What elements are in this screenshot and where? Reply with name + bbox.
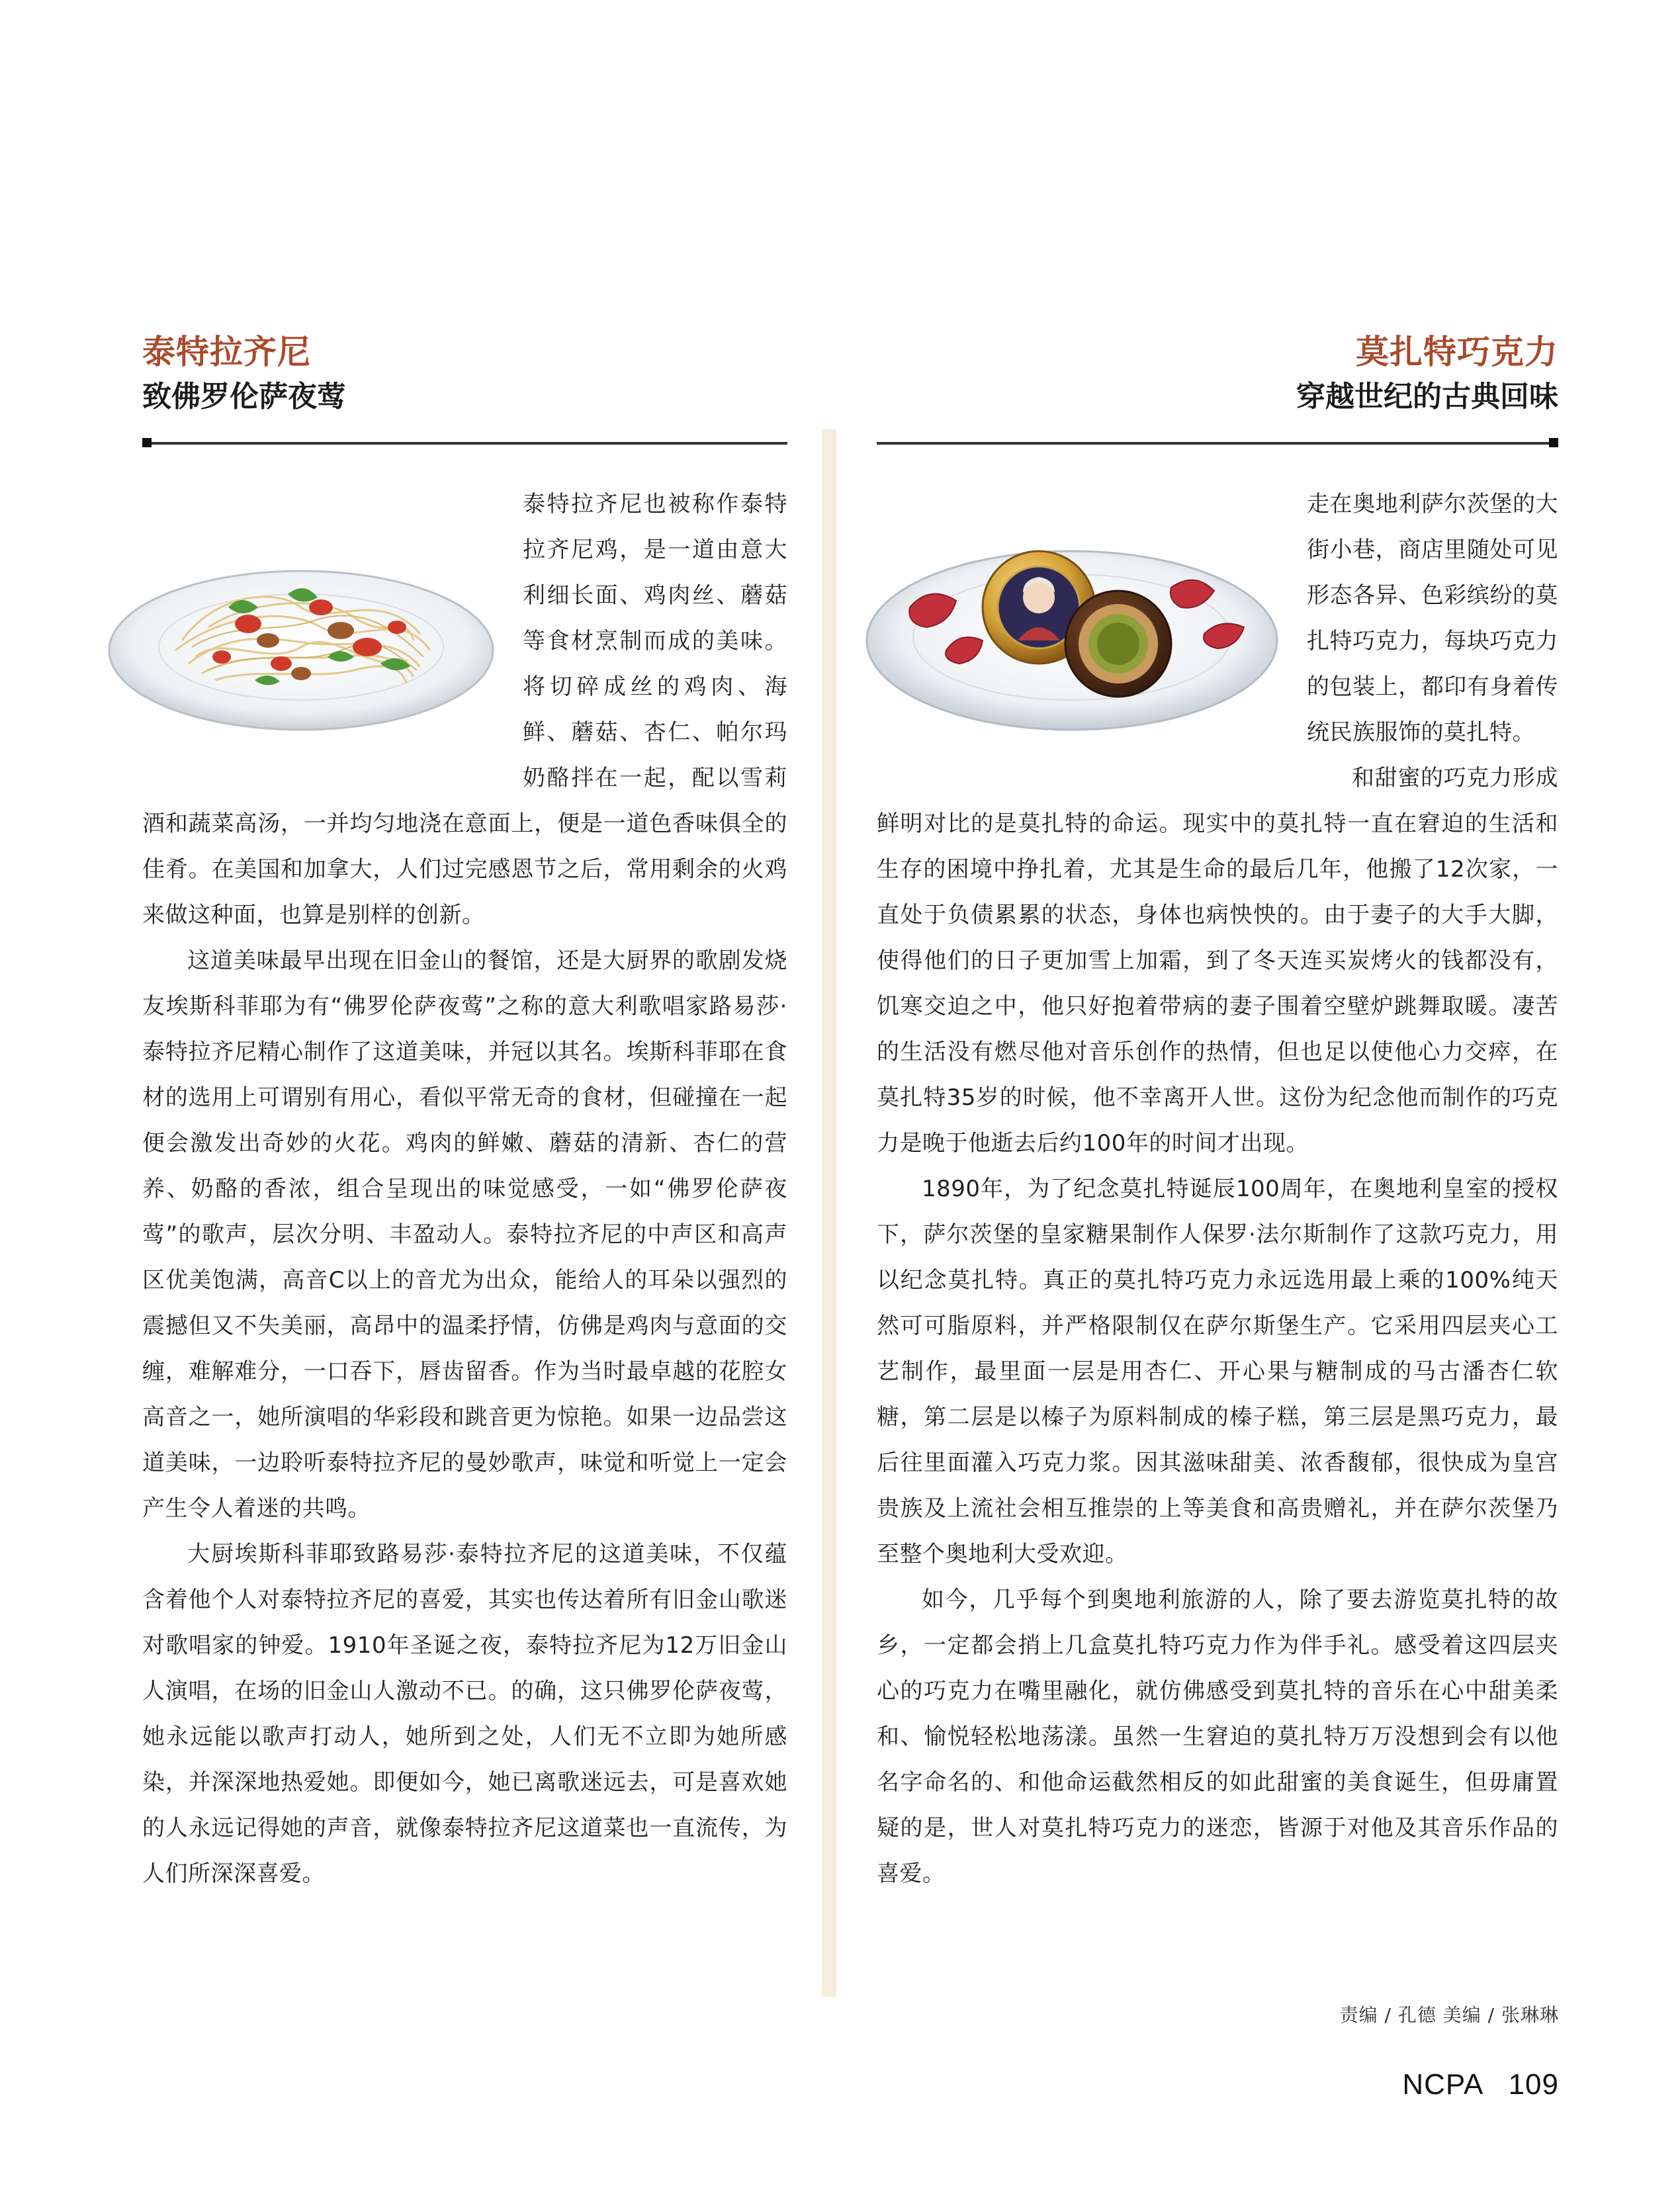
right-article <box>877 331 1558 1897</box>
left-paragraph: 这道美味最早出现在旧金山的餐馆，还是大厨界的歌剧发烧友埃斯科菲耶为有“佛罗伦萨夜莺”之称的意大利歌唱家路易莎·泰特拉齐尼精心制作了这道美味，并冠以其名。埃斯科菲耶在食材的选用上可谓别有用心，看似平常无奇的食材，但碰撞在一起便会激发出奇妙的火花。鸡肉的鲜嫩、蘑菇的清新、杏仁的营养、奶酪的香浓，组合呈现出的味觉感受，一如“佛罗伦萨夜莺”的歌声，层次分明、丰盈动人。泰特拉齐尼的中声区和高声区优美饱满，高音C以上的音尤为出众，能给人的耳朵以强烈的震撼但又不失美丽，高昂中的温柔抒情，仿佛是鸡肉与意面的交缠，难解难分，一口吞下，唇齿留香。作为当时最卓越的花腔女高音之一，她所演唱的华彩段和跳音更为惊艳。如果一边品尝这道美味，一边聆听泰特拉齐尼的曼妙歌声，味觉和听觉上一定会产生令人着迷的共鸣。 <box>142 947 787 1522</box>
left-article-title: 泰特拉齐尼 <box>142 332 311 371</box>
right-paragraph: 走在奥地利萨尔茨堡的大街小巷，商店里随处可见形态各异、色彩缤纷的莫扎特巧克力，每块巧克力的包装上，都印有身着传统民族服饰的莫扎特。 <box>1307 491 1558 746</box>
right-paragraph: 和甜蜜的巧克力形成鲜明对比的是莫扎特的命运。现实中的莫扎特一直在窘迫的生活和生存的困境中挣扎着，尤其是生命的最后几年，他搬了12次家，一直处于负债累累的状态，身体也病怏怏的。由于妻子的大手大脚，使得他们的日子更加雪上加霜，到了冬天连买炭烤火的钱都没有，饥寒交迫之中，他只好抱着带病的妻子围着空壁炉跳舞取暖。凄苦的生活没有燃尽他对音乐创作的热情，但也足以使他心力交瘁，在莫扎特35岁的时候，他不幸离开人世。这份为纪念他而制作的巧克力是晚于他逝去后约100年的时间才出现。 <box>877 765 1558 1157</box>
page-footer <box>1402 2068 1559 2101</box>
right-paragraph: 1890年，为了纪念莫扎特诞辰100周年，在奥地利皇室的授权下，萨尔茨堡的皇家糖果制作人保罗·法尔斯制作了这款巧克力，用以纪念莫扎特。真正的莫扎特巧克力永远选用最上乘的100%纯天然可可脂原料，并严格限制仅在萨尔斯堡生产。它采用四层夹心工艺制作，最里面一层是用杏仁、开心果与糖制成的马古潘杏仁软糖，第二层是以榛子为原料制成的榛子糕，第三层是黑巧克力，最后往里面灌入巧克力浆。因其滋味甜美、浓香馥郁，很快成为皇宫贵族及上流社会相互推崇的上等美食和高贵赠礼，并在萨尔茨堡乃至整个奥地利大受欢迎。 <box>877 1176 1558 1567</box>
right-article-title: 莫扎特巧克力 <box>1356 332 1558 371</box>
spaghetti-plate-illustration <box>103 508 503 766</box>
column-divider <box>822 429 836 1997</box>
magazine-name: NCPA <box>1402 2068 1484 2101</box>
left-paragraph: 大厨埃斯科菲耶致路易莎·泰特拉齐尼的这道美味，不仅蕴含着他个人对泰特拉齐尼的喜爱，其实也传达着所有旧金山歌迷对歌唱家的钟爱。1910年圣诞之夜，泰特拉齐尼为12万旧金山人演唱，在场的旧金山人激动不已。的确，这只佛罗伦萨夜莺，她永远能以歌声打动人，她所到之处，人们无不立即为她所感染，并深深地热爱她。即便如今，她已离歌迷远去，可是喜欢她的人永远记得她的声音，就像泰特拉齐尼这道菜也一直流传，为人们所深深喜爱。 <box>142 1541 787 1887</box>
right-paragraph: 如今，几乎每个到奥地利旅游的人，除了要去游览莫扎特的故乡，一定都会捎上几盒莫扎特巧克力作为伴手礼。感受着这四层夹心的巧克力在嘴里融化，就仿佛感受到莫扎特的音乐在心中甜美柔和、愉悦轻松地荡漾。虽然一生窘迫的莫扎特万万没想到会有以他名字命名的、和他命运截然相反的如此甜蜜的美食诞生，但毋庸置疑的是，世人对莫扎特巧克力的迷恋，皆源于对他及其音乐作品的喜爱。 <box>877 1587 1558 1887</box>
left-article-subtitle: 致佛罗伦萨夜莺 <box>142 380 346 414</box>
left-article <box>142 331 787 1897</box>
left-paragraph: 泰特拉齐尼也被称作泰特拉齐尼鸡，是一道由意大利细长面、鸡肉丝、蘑菇等食材烹制而成的美味。将切碎成丝的鸡肉、海鲜、蘑菇、杏仁、帕尔玛奶酪拌在一起，配以雪莉酒和蔬菜高汤，一并均匀地浇在意面上，便是一道色香味俱全的佳肴。在美国和加拿大，人们过完感恩节之后，常用剩余的火鸡来做这种面，也算是别样的创新。 <box>142 491 787 928</box>
left-title-rule <box>142 442 787 445</box>
right-article-subtitle: 穿越世纪的古典回味 <box>1296 380 1558 414</box>
right-article-body <box>877 482 1558 1897</box>
left-article-body <box>142 482 787 1897</box>
mozart-chocolate-plate-illustration <box>860 508 1287 766</box>
editor-credit: 责编 / 孔德 美编 / 张琳琳 <box>1339 2004 1559 2026</box>
page-number: 109 <box>1508 2068 1559 2101</box>
right-title-rule <box>877 442 1558 445</box>
